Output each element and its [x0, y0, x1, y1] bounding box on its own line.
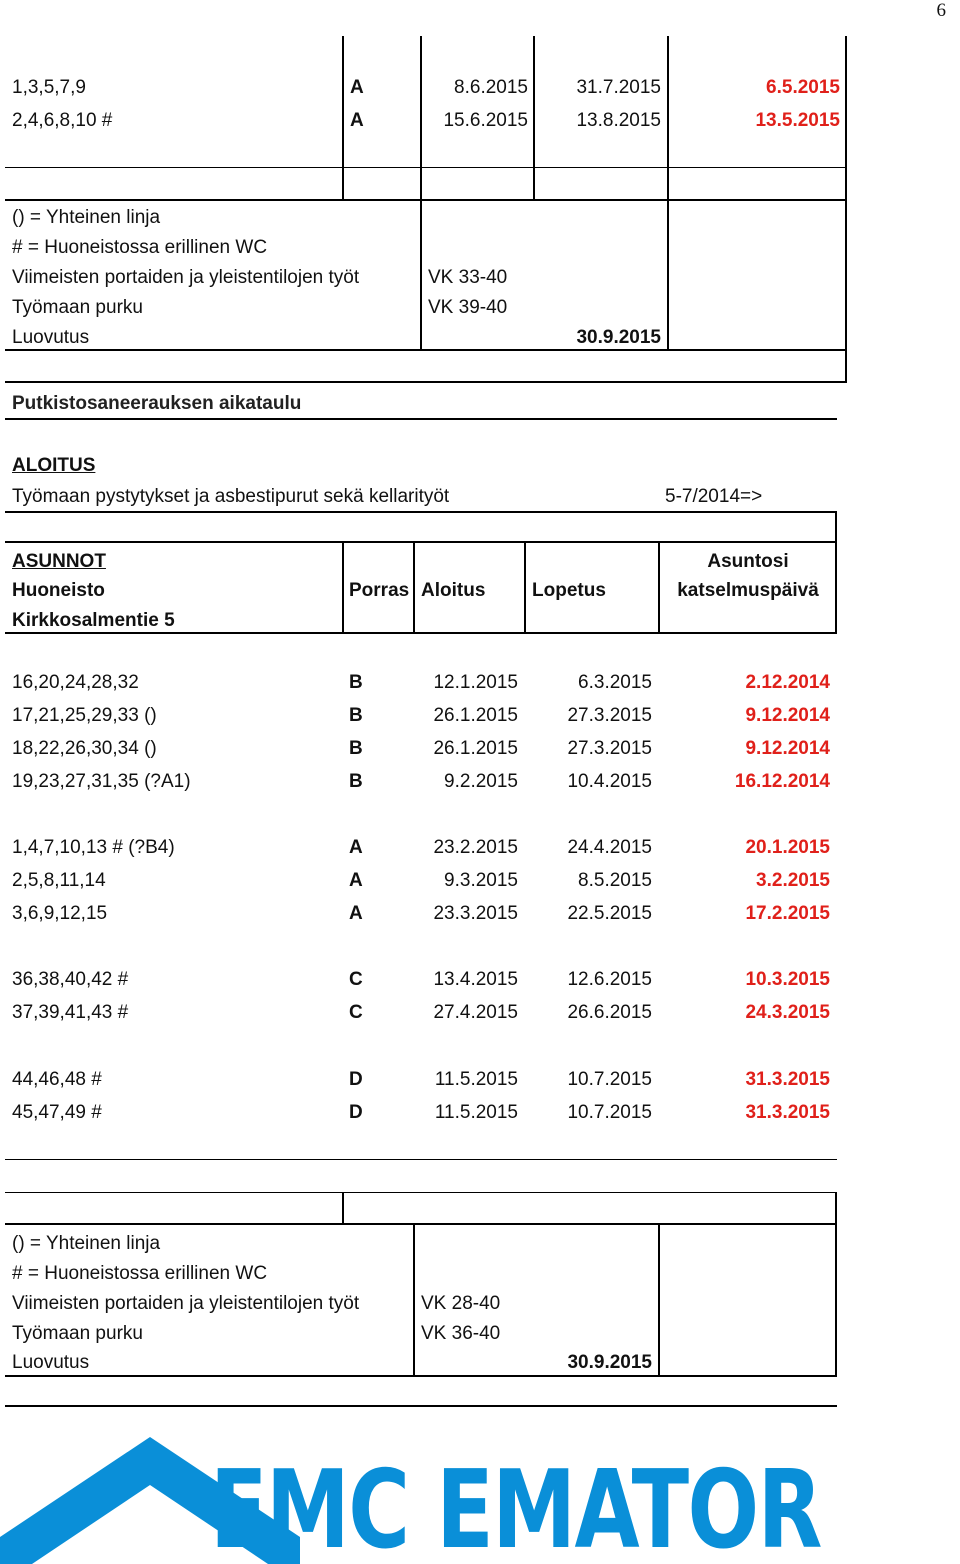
table-row-porras: A	[350, 110, 364, 131]
note-handover-label: Luovutus	[12, 1352, 90, 1373]
table-row-start: 26.1.2015	[433, 705, 518, 726]
company-logo	[0, 1425, 960, 1564]
table-row-end: 10.7.2015	[567, 1069, 652, 1090]
table-row-start: 27.4.2015	[433, 1002, 518, 1023]
logo-text: EMC EMATOR	[210, 1448, 821, 1564]
table-row-inspection: 3.2.2015	[756, 870, 830, 891]
table-row-end: 12.6.2015	[567, 969, 652, 990]
table-row-end: 27.3.2015	[567, 738, 652, 759]
table-row-porras: B	[349, 705, 363, 726]
table-row-inspection: 17.2.2015	[745, 903, 830, 924]
table-row-end: 6.3.2015	[578, 672, 652, 693]
table-row-inspection: 31.3.2015	[745, 1102, 830, 1123]
table-row-units: 18,22,26,30,34 ()	[12, 738, 157, 759]
note-handover-value: 30.9.2015	[567, 1352, 652, 1373]
table-row-porras: A	[349, 870, 363, 891]
table-row-end: 24.4.2015	[567, 837, 652, 858]
header-aloitus: Aloitus	[421, 580, 486, 601]
table-row-start: 8.6.2015	[454, 77, 528, 98]
table-row-inspection: 6.5.2015	[766, 77, 840, 98]
table-row-units: 45,47,49 #	[12, 1102, 102, 1123]
note-demolition-value: VK 39-40	[428, 297, 508, 318]
note-separate-wc: # = Huoneistossa erillinen WC	[12, 1263, 268, 1284]
table-row-start: 9.3.2015	[444, 870, 518, 891]
table-row-units: 36,38,40,42 #	[12, 969, 129, 990]
table-row-porras: C	[349, 1002, 363, 1023]
table-row-porras: D	[349, 1069, 363, 1090]
table-row-units: 1,4,7,10,13 # (?B4)	[12, 837, 175, 858]
table-row-porras: B	[349, 771, 363, 792]
table-row-units: 37,39,41,43 #	[12, 1002, 129, 1023]
table-row-porras: B	[349, 672, 363, 693]
table-row-inspection: 16.12.2014	[734, 771, 830, 792]
note-final-works-label: Viimeisten portaiden ja yleistentilojen työt	[12, 1293, 360, 1314]
table-row-end: 8.5.2015	[578, 870, 652, 891]
page-number: 6	[936, 0, 946, 21]
table-row-units: 16,20,24,28,32	[12, 672, 139, 693]
table-row-inspection: 13.5.2015	[755, 110, 840, 131]
table-row-units: 17,21,25,29,33 ()	[12, 705, 157, 726]
table-row-start: 11.5.2015	[434, 1102, 518, 1123]
table-row-units: 2,5,8,11,14	[12, 870, 106, 891]
header-asuntosi: Asuntosi	[707, 551, 789, 572]
table-row-units: 19,23,27,31,35 (?A1)	[12, 771, 191, 792]
table-row-start: 9.2.2015	[444, 771, 518, 792]
table-row-end: 10.4.2015	[567, 771, 652, 792]
header-katselmus: katselmuspäivä	[677, 580, 819, 601]
table-row-end: 13.8.2015	[576, 110, 661, 131]
table-row-end: 31.7.2015	[576, 77, 661, 98]
table-row-units: 2,4,6,8,10 #	[12, 110, 113, 131]
table-row-porras: A	[349, 903, 363, 924]
table-row-start: 13.4.2015	[433, 969, 518, 990]
table-row-start: 15.6.2015	[443, 110, 528, 131]
table-row-inspection: 31.3.2015	[745, 1069, 830, 1090]
table-row-start: 23.2.2015	[433, 837, 518, 858]
note-final-works-value: VK 33-40	[428, 267, 508, 288]
note-demolition-label: Työmaan purku	[12, 1323, 143, 1344]
table-row-porras: A	[350, 77, 364, 98]
table-row-inspection: 20.1.2015	[745, 837, 830, 858]
header-asunnot: ASUNNOT	[12, 551, 106, 572]
table-row-units: 1,3,5,7,9	[12, 77, 86, 98]
table-row-end: 22.5.2015	[567, 903, 652, 924]
header-huoneisto: Huoneisto	[12, 580, 105, 601]
note-shared-line: () = Yhteinen linja	[12, 1233, 161, 1254]
start-period: 5-7/2014=>	[665, 486, 763, 507]
note-handover-label: Luovutus	[12, 327, 90, 348]
table-row-end: 26.6.2015	[567, 1002, 652, 1023]
table-row-porras: D	[349, 1102, 363, 1123]
note-demolition-label: Työmaan purku	[12, 297, 143, 318]
table-row-inspection: 9.12.2014	[745, 705, 830, 726]
table-row-inspection: 24.3.2015	[745, 1002, 830, 1023]
note-final-works-label: Viimeisten portaiden ja yleistentilojen työt	[12, 267, 360, 288]
table-row-units: 3,6,9,12,15	[12, 903, 108, 924]
table-row-start: 11.5.2015	[434, 1069, 518, 1090]
start-text: Työmaan pystytykset ja asbestipurut sekä kellarityöt	[12, 486, 450, 507]
start-heading: ALOITUS	[12, 455, 96, 476]
table-row-inspection: 9.12.2014	[745, 738, 830, 759]
table-row-start: 23.3.2015	[433, 903, 518, 924]
table-row-inspection: 2.12.2014	[745, 672, 830, 693]
section-title: Putkistosaneerauksen aikataulu	[12, 393, 302, 414]
header-address: Kirkkosalmentie 5	[12, 610, 175, 631]
table-row-porras: A	[349, 837, 363, 858]
note-separate-wc: # = Huoneistossa erillinen WC	[12, 237, 268, 258]
note-handover-value: 30.9.2015	[576, 327, 661, 348]
header-porras: Porras	[349, 580, 410, 601]
table-row-inspection: 10.3.2015	[745, 969, 830, 990]
table-row-end: 27.3.2015	[567, 705, 652, 726]
table-row-porras: B	[349, 738, 363, 759]
table-row-end: 10.7.2015	[567, 1102, 652, 1123]
table-row-porras: C	[349, 969, 363, 990]
table-row-start: 26.1.2015	[433, 738, 518, 759]
table-row-units: 44,46,48 #	[12, 1069, 102, 1090]
note-final-works-value: VK 28-40	[421, 1293, 501, 1314]
header-lopetus: Lopetus	[532, 580, 606, 601]
table-row-start: 12.1.2015	[433, 672, 518, 693]
note-shared-line: () = Yhteinen linja	[12, 207, 161, 228]
note-demolition-value: VK 36-40	[421, 1323, 501, 1344]
